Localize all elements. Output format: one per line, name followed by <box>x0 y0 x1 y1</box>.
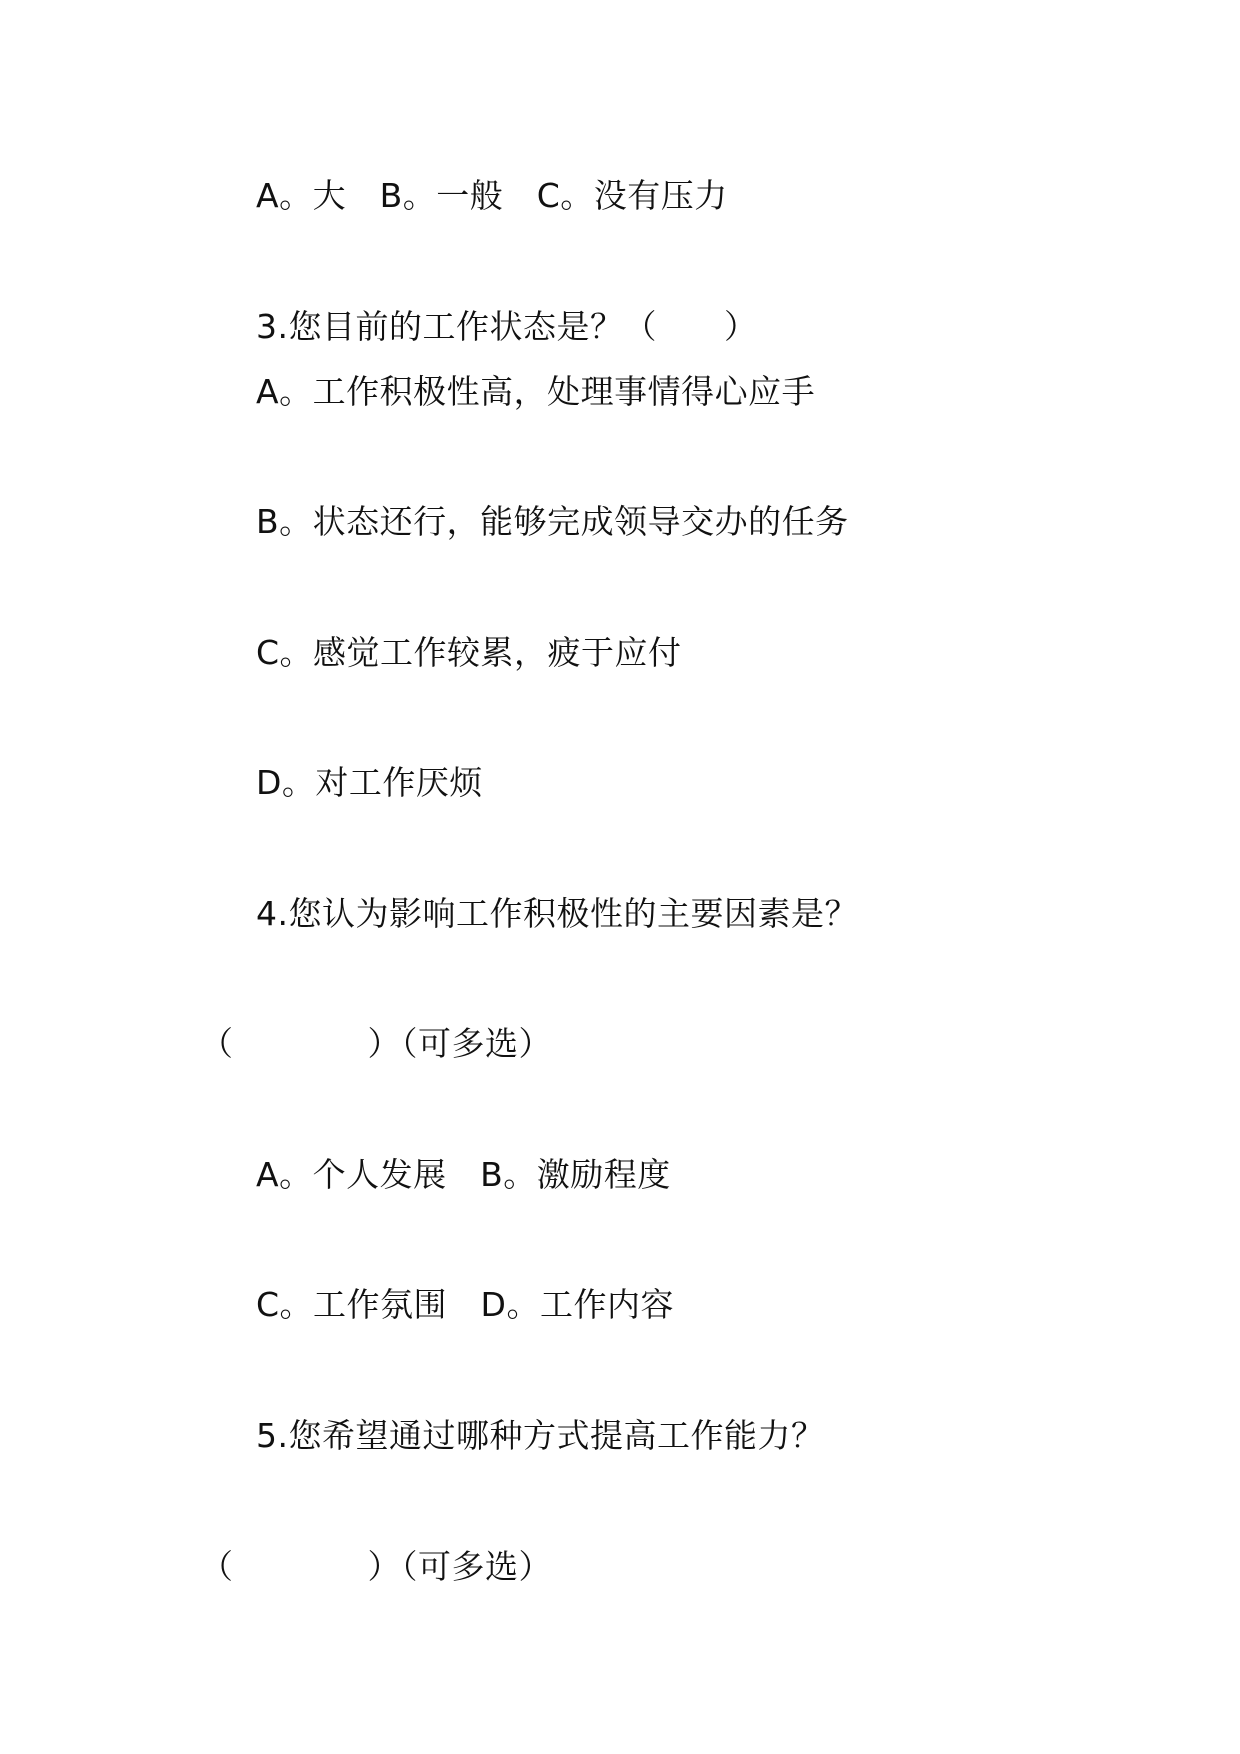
q4-options-cd: C。工作氛围 D。工作内容 <box>256 1285 674 1324</box>
q5-question: 5.您希望通过哪种方式提高工作能力？ <box>256 1416 825 1455</box>
q4-options-ab: A。个人发展 B。激励程度 <box>256 1155 671 1194</box>
q4-answer-blank: （ ）（可多选） <box>200 1024 552 1063</box>
q3-option-a: A。工作积极性高，处理事情得心应手 <box>256 372 816 411</box>
q4-question: 4.您认为影响工作积极性的主要因素是？ <box>256 894 858 933</box>
q2-options: A。大 B。一般 C。没有压力 <box>256 176 728 215</box>
q5-answer-blank: （ ）（可多选） <box>200 1547 552 1586</box>
q3-question: 3.您目前的工作状态是？（ ） <box>256 307 758 346</box>
q3-option-d: D。对工作厌烦 <box>256 763 483 802</box>
q3-option-c: C。感觉工作较累，疲于应付 <box>256 633 682 672</box>
q3-option-b: B。状态还行，能够完成领导交办的任务 <box>256 502 849 541</box>
